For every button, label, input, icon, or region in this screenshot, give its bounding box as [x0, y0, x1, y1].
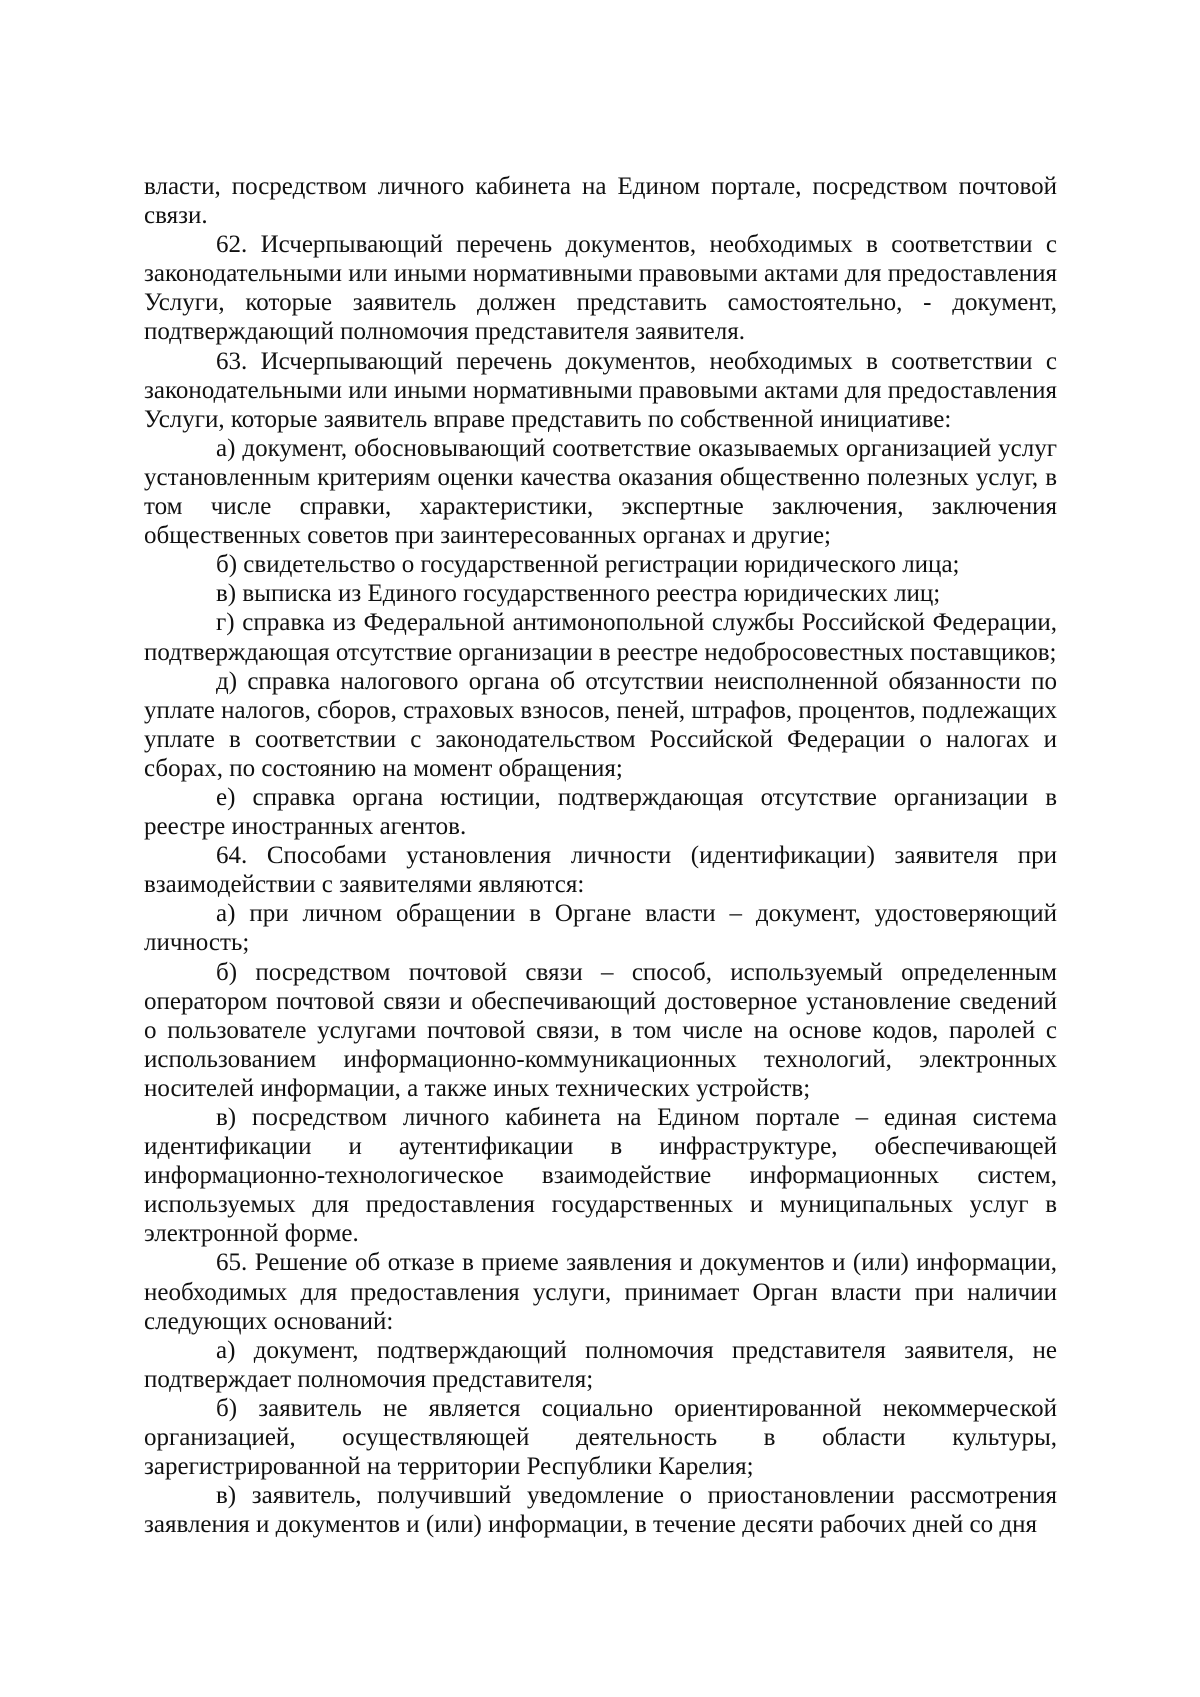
paragraph-63: 63. Исчерпывающий перечень документов, необходимых в соответствии с законодательными или иными нормативными правовыми актами для предоставления Услуги, которые заявитель вправе представить по собственной инициативе: [144, 347, 1057, 433]
list-item-63-g: г) справка из Федеральной антимонопольной службы Российской Федерации, подтверждающая отсутствие организации в реестре недобросовестных поставщиков; [144, 609, 1057, 666]
list-item-63-e: е) справка органа юстиции, подтверждающая отсутствие организации в реестре иностранных агентов. [144, 783, 1057, 841]
list-item-63-a: а) документ, обосновывающий соответствие оказываемых организацией услуг установленным критериям оценки качества оказания общественно полезных услуг, в том числе справки, характеристики, экспертные заключения, заключения общественных советов при заинтересованных органах и другие; [144, 434, 1057, 550]
paragraph-64: 64. Способами установления личности (идентификации) заявителя при взаимодействии с заявителями являются: [144, 842, 1057, 899]
paragraph-65: 65. Решение об отказе в приеме заявления и документов и (или) информации, необходимых для предоставления услуги, принимает Орган власти при наличии следующих оснований: [144, 1249, 1057, 1335]
list-item-63-b: б) свидетельство о государственной регистрации юридического лица; [216, 551, 960, 579]
list-item-65-b: б) заявитель не является социально ориентированной некоммерческой организацией, осуществляющей деятельность в области культуры, зарегистрированной на территории Республики Карелия; [144, 1394, 1057, 1481]
list-item-64-v: в) посредством личного кабинета на Едином портале – единая система идентификации и аутентификации в инфраструктуре, обеспечивающей информационно-технологическое взаимодействие информационных систем, используемых для предоставления государственных и муниципальных услуг в электронной форме. [144, 1104, 1057, 1248]
list-item-63-v: в) выписка из Единого государственного реестра юридических лиц; [216, 580, 941, 608]
list-item-64-a: а) при личном обращении в Органе власти – документ, удостоверяющий личность; [144, 900, 1057, 957]
paragraph-62: 62. Исчерпывающий перечень документов, необходимых в соответствии с законодательными или иными нормативными правовыми актами для предоставления Услуги, которые заявитель должен представить самостоятельно, - документ, подтверждающий полномочия представителя заявителя. [144, 231, 1057, 346]
list-item-65-v: в) заявитель, получивший уведомление о приостановлении рассмотрения заявления и документов и (или) информации, в течение десяти рабочих дней со дня [144, 1482, 1057, 1539]
list-item-64-b: б) посредством почтовой связи – способ, используемый определенным оператором почтовой связи и обеспечивающий достоверное установление сведений о пользователе услугами почтовой связи, в том числе на основе кодов, паролей с использованием информационно-коммуникационных технологий, электронных носителей информации, а также иных технических устройств; [144, 958, 1057, 1102]
list-item-65-a: а) документ, подтверждающий полномочия представителя заявителя, не подтверждает полномочия представителя; [144, 1336, 1057, 1393]
document-page [144, 172, 1057, 1539]
list-item-63-d: д) справка налогового органа об отсутствии неисполненной обязанности по уплате налогов, сборов, страховых взносов, пеней, штрафов, процентов, подлежащих уплате в соответствии с законодательством Российской Федерации о налогах и сборах, по состоянию на момент обращения; [144, 667, 1058, 782]
paragraph-continuation: власти, посредством личного кабинета на Едином портале, посредством почтовой связи. [144, 173, 1057, 230]
